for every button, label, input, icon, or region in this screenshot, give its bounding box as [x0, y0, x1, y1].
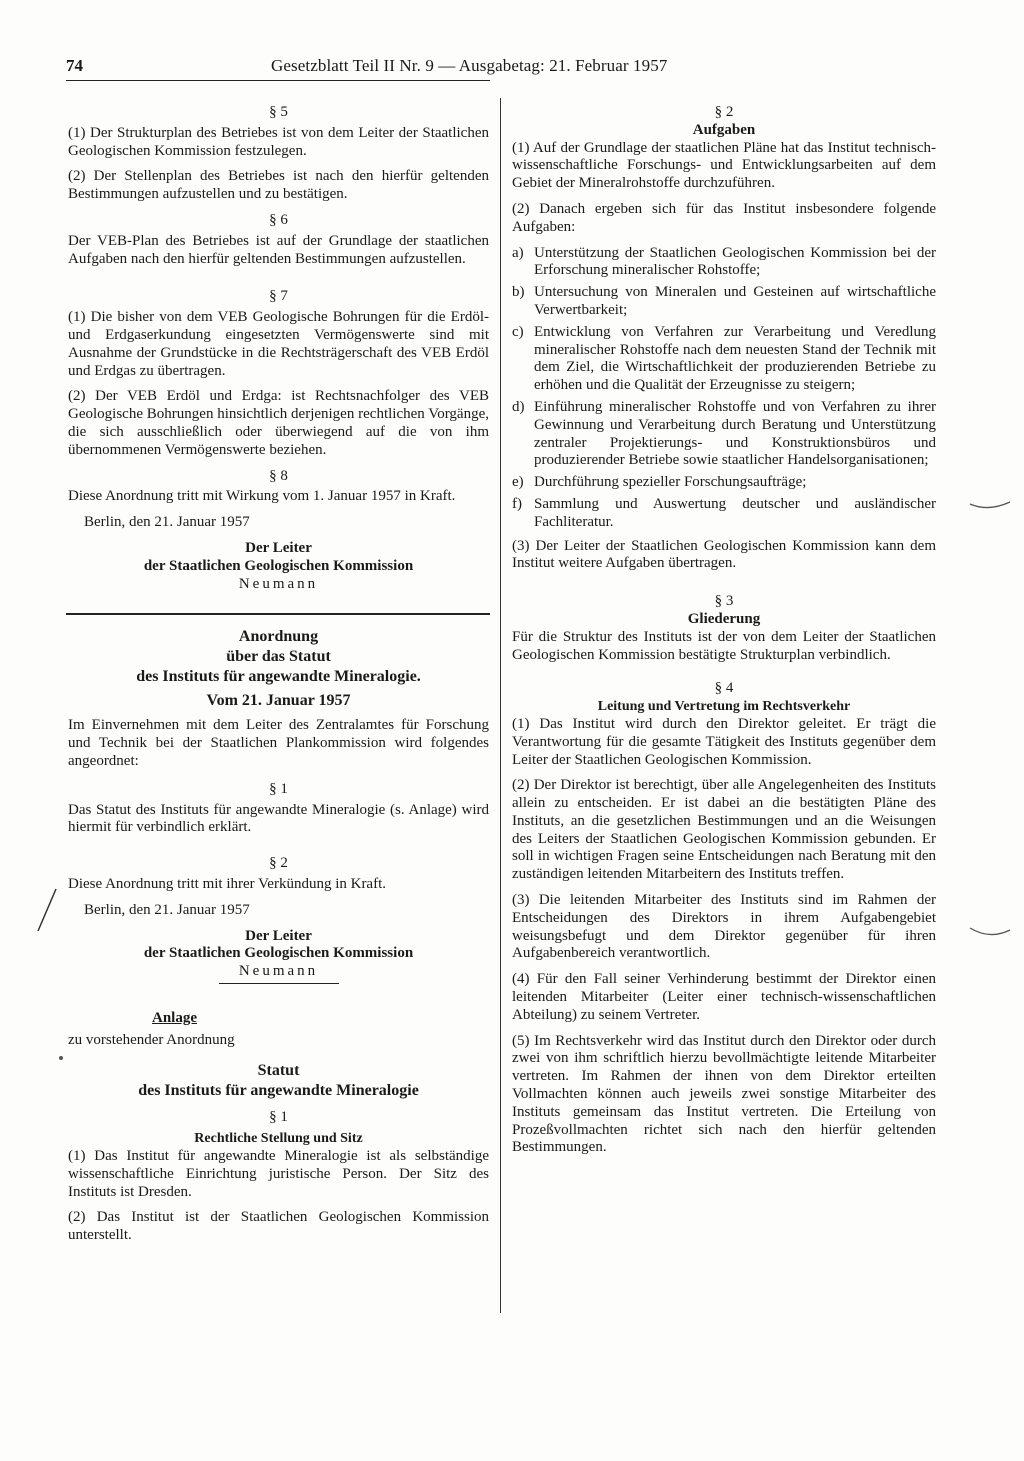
section-heading: § 4 — [714, 680, 734, 697]
statute-title: Statut — [257, 1062, 300, 1080]
paragraph: (2) Danach ergeben sich für das Institut insbesondere folgende Aufgaben: — [512, 200, 936, 235]
paragraph: (3) Die leitenden Mitarbeiter des Instituts sind im Rahmen der Entscheidungen des Direktors in ihrem Aufgabengebiet weisungsbefugt und dem Direktor gegenüber für ihren Aufgabenbereich verantwortlich. — [512, 892, 936, 962]
paragraph: Für die Struktur des Instituts ist der von dem Leiter der Staatlichen Geologischen Kommission bestätigte Strukturplan verbindlich. — [512, 628, 936, 663]
section-separator — [66, 613, 490, 615]
list-item: b) Untersuchung von Mineralen und Gesteinen auf wirtschaftliche Verwertbarkeit; — [512, 284, 936, 318]
paragraph: (3) Der Leiter der Staatlichen Geologischen Kommission kann dem Institut weitere Aufgaben übertragen. — [512, 537, 936, 572]
page-number: 74 — [66, 56, 83, 75]
list-item: d) Einführung mineralischer Rohstoffe und von Verfahren zu ihrer Gewinnung und Verarbeitung durch Beratung und Unterstützung zentraler Projektierungs- und Konstruktionsbüros und produzierender Betriebe sowie staatlicher Handelsorganisationen; — [512, 398, 936, 469]
signature-title: Der Leiter — [245, 927, 312, 944]
paragraph: Im Einvernehmen mit dem Leiter des Zentralamtes für Forschung und Technik bei der Staatlichen Plankommission wird folgendes angeordnet: — [68, 717, 489, 769]
section-heading: § 7 — [269, 288, 288, 305]
paragraph: (1) Das Institut für angewandte Mineralogie ist als selbständige wissenschaftliche Einrichtung juristische Person. Der Sitz des Instituts ist Dresden. — [68, 1148, 489, 1200]
date-line: Berlin, den 21. Januar 1957 — [84, 514, 250, 531]
paragraph: (1) Das Institut wird durch den Direktor geleitet. Er trägt die Verantwortung für die gesamte Tätigkeit des Instituts gegenüber dem Leiter der Staatlichen Geologischen Kommission. — [512, 715, 936, 768]
paragraph: (1) Die bisher von dem VEB Geologische Bohrungen für die Erdöl- und Erdgaserkundung eingesetzten Vermögenswerte sind mit Ausnahme der Grundstücke in die Rechtsträgerschaft des VEB Erdöl und Erdgas zu übertragen. — [68, 309, 489, 379]
list-item: c) Entwicklung von Verfahren zur Verarbeitung und Veredlung mineralischer Rohstoffe nach dem neuesten Stand der Technik mit dem Ziel, die Wirtschaftlichkeit der produzierenden Betriebe zu erhöhen und die Qualität der Erzeugnisse zu steigern; — [512, 323, 936, 394]
document-title: des Instituts für angewandte Mineralogie. — [136, 668, 421, 686]
signature-org: der Staatlichen Geologischen Kommission — [143, 557, 414, 574]
document-date: Vom 21. Januar 1957 — [206, 692, 351, 710]
pencil-mark — [966, 922, 1016, 942]
paragraph: (1) Der Strukturplan des Betriebes ist von dem Leiter der Staatlichen Geologischen Kommission festzulegen. — [68, 124, 489, 159]
paragraph: (2) Der Stellenplan des Betriebes ist nach den hierfür geltenden Bestimmungen aufzustellen und zu bestätigen. — [68, 168, 489, 203]
paragraph: Diese Anordnung tritt mit Wirkung vom 1. Januar 1957 in Kraft. — [68, 488, 456, 505]
ink-speck — [56, 1053, 66, 1063]
section-heading: § 1 — [269, 1109, 288, 1126]
signature-org: der Staatlichen Geologischen Kommission — [143, 945, 414, 962]
section-title: Gliederung — [687, 610, 761, 627]
signature-title: Der Leiter — [245, 539, 312, 556]
paragraph: (2) Der Direktor ist berechtigt, über alle Angelegenheiten des Instituts allein zu entscheiden. Er ist dabei an die bestätigten Pläne des Instituts, an die gesetzlichen Bestimmungen und an die Weisungen des Leiters der Staatlichen Geologischen Kommission gebunden. Er soll in wichtigen Fragen seine Entscheidungen nach Beratung mit den zuständigen leitenden Mitarbeitern des Instituts treffen. — [512, 777, 936, 883]
pencil-mark — [34, 885, 60, 935]
left-column — [68, 100, 489, 1253]
section-title: Rechtliche Stellung und Sitz — [194, 1131, 363, 1147]
paragraph: (5) Im Rechtsverkehr wird das Institut durch den Direktor oder durch zwei von ihm schriftlich hierzu bevollmächtigte leitende Mitarbeiter vertreten. Im Rahmen der ihnen von dem Direktor erteilten Vollmachten können auch jeweils zwei sonstige Mitarbeiter des Instituts gemeinsam das Institut vertreten. Die Erteilung von Prozeßvollmachten richtet sich nach den hierfür geltenden Bestimmungen. — [512, 1032, 936, 1156]
annex-label: Anlage — [152, 1009, 197, 1026]
header-rule — [66, 80, 490, 81]
paragraph: Diese Anordnung tritt mit ihrer Verkündung in Kraft. — [68, 875, 387, 892]
paragraph: Das Statut des Instituts für angewandte Mineralogie (s. Anlage) wird hiermit für verbindlich erklärt. — [68, 801, 489, 836]
document-title: über das Statut — [226, 648, 331, 666]
section-heading: § 8 — [269, 467, 288, 484]
section-title: Leitung und Vertretung im Rechtsverkehr — [597, 699, 851, 715]
document-title: Anordnung — [238, 628, 319, 646]
annex-subtitle: zu vorstehender Anordnung — [68, 1031, 235, 1048]
list-item: f) Sammlung und Auswertung deutscher und ausländischer Fachliteratur. — [512, 495, 936, 530]
signature-rule — [219, 983, 339, 984]
pencil-mark — [966, 496, 1016, 516]
statute-title: des Instituts für angewandte Mineralogie — [138, 1082, 419, 1100]
page-header — [66, 56, 746, 82]
section-heading: § 3 — [714, 593, 734, 610]
paragraph: (2) Der VEB Erdöl und Erdga: ist Rechtsnachfolger des VEB Geologische Bohrungen hinsichtlich derjenigen rechtlichen Vorgänge, die sich ausschließlich oder überwiegend auf die von ihm übernommenen Vermögenswerte beziehen. — [68, 388, 489, 458]
paragraph: (4) Für den Fall seiner Verhinderung bestimmt der Direktor einen leitenden Mitarbeiter (Leiter einer technisch-wissenschaftlichen Abteilung) zu seinem Vertreter. — [512, 971, 936, 1023]
list-item: e) Durchführung spezieller Forschungsaufträge; — [512, 474, 807, 491]
task-list — [512, 245, 936, 532]
section-title: Aufgaben — [692, 121, 756, 138]
column-divider — [500, 98, 501, 1313]
date-line: Berlin, den 21. Januar 1957 — [84, 901, 250, 918]
right-column — [512, 100, 936, 1165]
section-heading: § 2 — [269, 855, 288, 872]
section-heading: § 1 — [269, 780, 288, 797]
signature-name: Neumann — [238, 575, 319, 592]
section-heading: § 2 — [714, 104, 734, 120]
paragraph: (2) Das Institut ist der Staatlichen Geologischen Kommission unterstellt. — [68, 1209, 489, 1244]
signature-name: Neumann — [238, 963, 319, 980]
paragraph: Der VEB-Plan des Betriebes ist auf der Grundlage der staatlichen Aufgaben nach den hierfür geltenden Bestimmungen aufzustellen. — [68, 232, 489, 267]
list-item: a) Unterstützung der Staatlichen Geologischen Kommission bei der Erforschung mineralischer Rohstoffe; — [512, 244, 936, 279]
section-heading: § 5 — [269, 104, 288, 120]
running-head: Gesetzblatt Teil II Nr. 9 — Ausgabetag: 21. Februar 1957 — [271, 56, 668, 75]
paragraph: (1) Auf der Grundlage der staatlichen Pläne hat das Institut technisch-wissenschaftliche Forschungs- und Entwicklungsarbeiten auf dem Gebiet der Mineralrohstoffe durchzuführen. — [512, 139, 936, 192]
section-heading: § 6 — [269, 211, 288, 228]
